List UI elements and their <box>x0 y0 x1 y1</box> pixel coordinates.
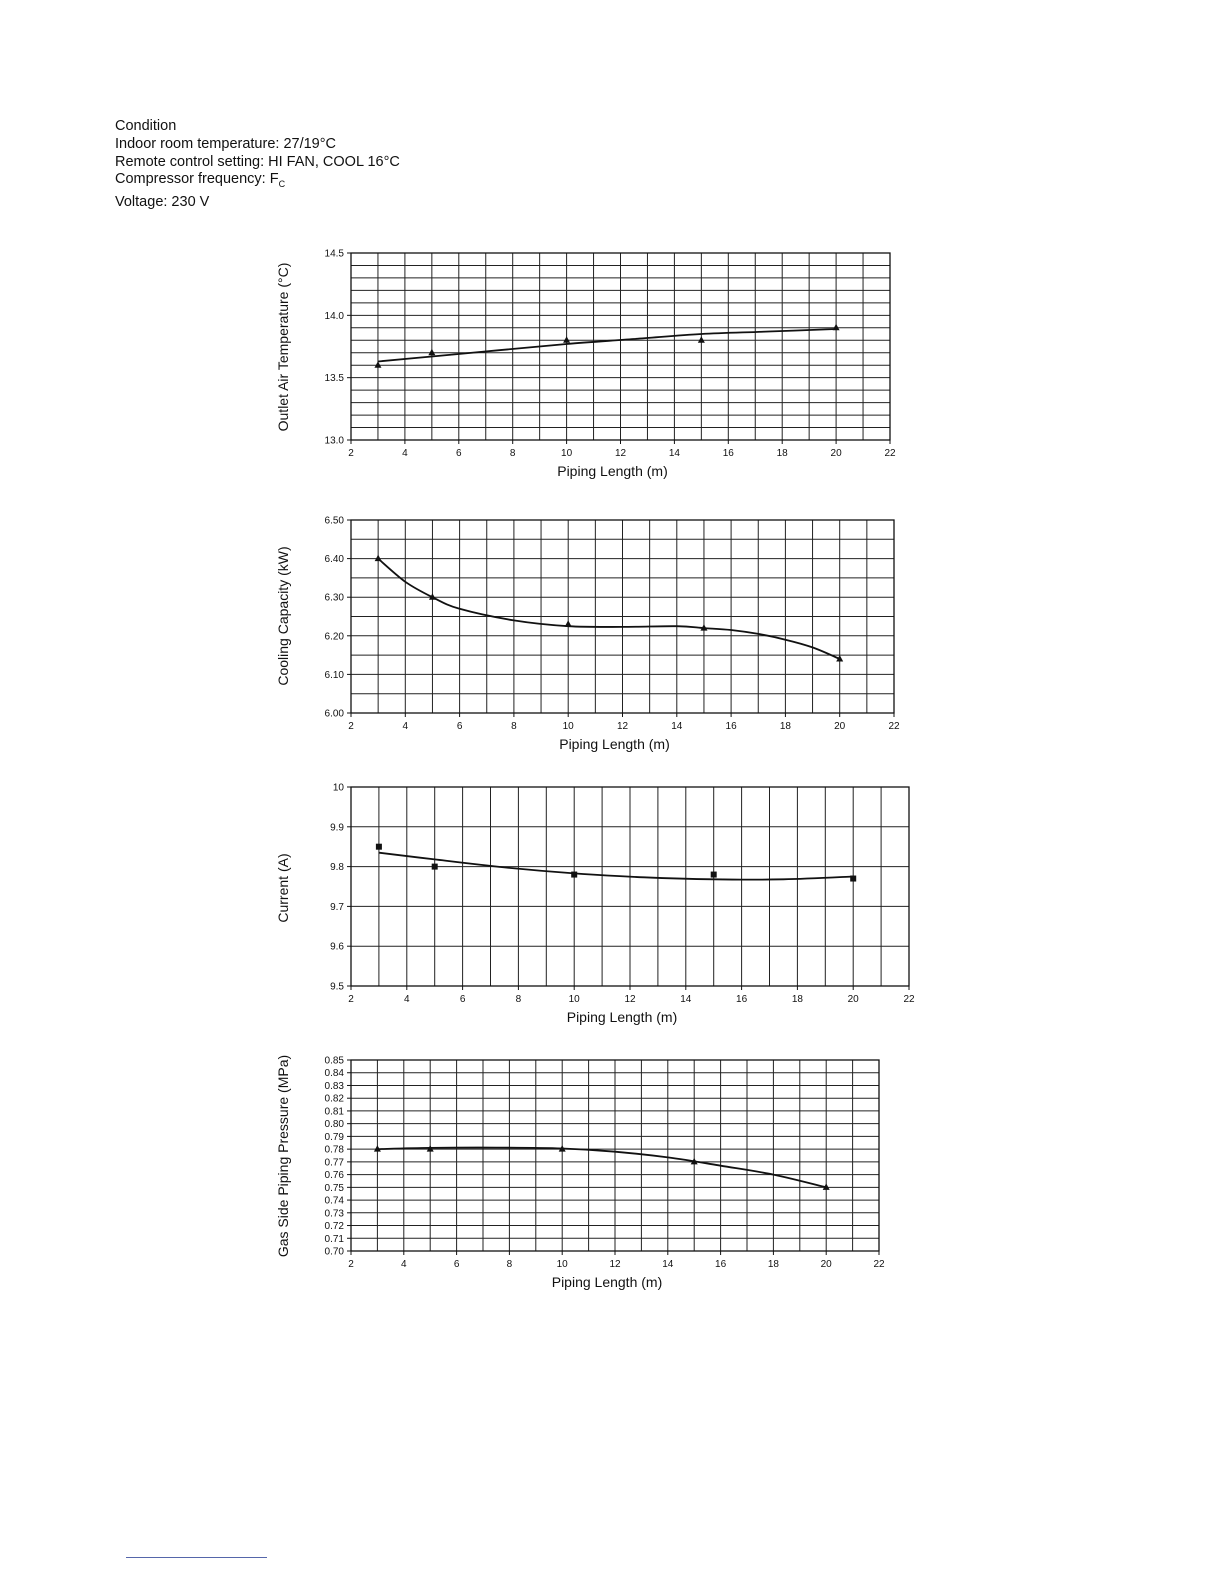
x-tick-label: 22 <box>873 1259 885 1270</box>
x-axis-label: Piping Length (m) <box>557 463 668 479</box>
y-axis-label: Gas Side Piping Pressure (MPa) <box>275 1054 291 1258</box>
y-tick-label: 0.77 <box>324 1157 344 1169</box>
data-point <box>565 620 572 627</box>
y-tick-label: 0.74 <box>324 1195 344 1207</box>
y-axis-label: Cooling Capacity (kW) <box>275 546 291 686</box>
conditions-heading: Condition <box>115 118 177 134</box>
x-tick-label: 2 <box>348 994 354 1005</box>
x-tick-label: 8 <box>515 994 522 1005</box>
trend-line <box>378 559 840 659</box>
x-tick-label: 22 <box>884 448 896 459</box>
x-tick-label: 4 <box>402 448 408 459</box>
y-tick-label: 9.9 <box>330 822 344 834</box>
y-tick-label: 0.84 <box>324 1068 344 1080</box>
x-tick-label: 2 <box>348 1259 354 1270</box>
x-tick-label: 12 <box>609 1259 621 1270</box>
x-tick-label: 4 <box>402 721 409 732</box>
x-tick-label: 18 <box>776 448 788 459</box>
x-tick-label: 6 <box>459 994 466 1005</box>
x-tick-label: 18 <box>767 1259 779 1270</box>
y-tick-label: 0.79 <box>324 1131 344 1143</box>
x-tick-label: 20 <box>847 994 859 1005</box>
x-tick-label: 8 <box>511 721 517 732</box>
x-tick-label: 2 <box>348 721 354 732</box>
chart-current <box>0 775 960 1035</box>
test-conditions <box>115 118 400 212</box>
y-tick-label: 14.5 <box>324 248 344 260</box>
data-point <box>698 336 705 343</box>
x-tick-label: 22 <box>888 721 900 732</box>
y-tick-label: 0.75 <box>324 1182 344 1194</box>
data-point <box>571 872 577 878</box>
data-point <box>711 872 717 878</box>
x-tick-label: 14 <box>671 721 683 732</box>
y-tick-label: 0.73 <box>324 1208 344 1220</box>
chart-gas-side-piping-pressure <box>0 1040 960 1305</box>
y-tick-label: 0.81 <box>324 1106 344 1118</box>
trend-line <box>377 1148 826 1188</box>
gridlines <box>351 1060 879 1251</box>
y-tick-label: 0.82 <box>324 1093 344 1105</box>
y-tick-label: 13.5 <box>324 373 344 385</box>
y-tick-label: 6.30 <box>324 592 344 604</box>
y-tick-label: 0.72 <box>324 1221 344 1233</box>
data-point <box>432 864 438 870</box>
y-axis-label: Current (A) <box>275 853 291 923</box>
x-tick-label: 16 <box>736 994 748 1005</box>
compressor-frequency-condition <box>115 171 400 194</box>
x-axis-label: Piping Length (m) <box>559 736 670 752</box>
x-tick-label: 22 <box>903 994 915 1005</box>
x-tick-label: 14 <box>680 994 692 1005</box>
x-tick-label: 20 <box>830 448 842 459</box>
data-point <box>374 361 381 368</box>
gridlines <box>351 253 890 440</box>
x-tick-label: 18 <box>791 994 803 1005</box>
compressor-frequency-subscript: C <box>278 179 286 190</box>
x-tick-label: 4 <box>404 994 410 1005</box>
compressor-frequency-text: Compressor frequency: F <box>115 171 279 188</box>
y-tick-label: 0.80 <box>324 1119 344 1131</box>
data-point <box>428 349 435 356</box>
x-tick-label: 16 <box>725 721 737 732</box>
y-tick-label: 6.40 <box>324 554 344 566</box>
voltage-condition: Voltage: 230 V <box>115 194 210 211</box>
x-tick-label: 2 <box>348 448 354 459</box>
gridlines <box>351 787 909 986</box>
trend-line <box>378 329 836 362</box>
x-tick-label: 16 <box>715 1259 727 1270</box>
data-point <box>850 876 856 882</box>
x-tick-label: 6 <box>453 1259 460 1270</box>
y-tick-label: 6.00 <box>324 708 344 720</box>
x-tick-label: 12 <box>624 994 636 1005</box>
y-tick-label: 0.76 <box>324 1170 344 1182</box>
y-tick-label: 0.70 <box>324 1246 344 1258</box>
data-point <box>375 555 382 562</box>
y-tick-label: 9.8 <box>330 862 344 874</box>
data-point <box>833 324 840 331</box>
chart-outlet-air-temperature <box>0 240 960 500</box>
x-tick-label: 12 <box>616 721 629 732</box>
x-tick-label: 8 <box>509 448 516 459</box>
x-tick-label: 18 <box>779 721 791 732</box>
x-tick-label: 4 <box>401 1259 407 1270</box>
x-tick-label: 10 <box>556 1259 568 1270</box>
y-tick-label: 0.83 <box>324 1080 344 1092</box>
y-tick-label: 9.6 <box>330 941 344 953</box>
data-point <box>563 336 570 343</box>
gridlines <box>351 520 894 713</box>
x-tick-label: 12 <box>614 448 627 459</box>
x-axis-label: Piping Length (m) <box>566 1009 678 1025</box>
x-tick-label: 16 <box>722 448 734 459</box>
data-point <box>376 844 382 850</box>
indoor-temperature-condition: Indoor room temperature: 27/19°C <box>115 135 336 152</box>
x-tick-label: 10 <box>568 994 580 1005</box>
x-tick-label: 8 <box>506 1259 513 1270</box>
x-tick-label: 20 <box>820 1259 832 1270</box>
y-tick-label: 10 <box>332 782 344 794</box>
x-tick-label: 14 <box>668 448 680 459</box>
chart-cooling-capacity <box>0 508 960 768</box>
y-tick-label: 0.71 <box>324 1233 344 1245</box>
y-tick-label: 6.50 <box>324 515 344 527</box>
y-axis-label: Outlet Air Temperature (°C) <box>275 262 291 432</box>
x-tick-label: 14 <box>662 1259 674 1270</box>
remote-setting-condition: Remote control setting: HI FAN, COOL 16°C <box>115 153 400 170</box>
x-tick-label: 6 <box>456 721 463 732</box>
x-tick-label: 10 <box>562 721 574 732</box>
x-tick-label: 10 <box>561 448 573 459</box>
y-tick-label: 0.78 <box>324 1144 344 1156</box>
y-tick-label: 0.85 <box>324 1055 344 1067</box>
x-tick-label: 20 <box>834 721 846 732</box>
y-tick-label: 13.0 <box>324 435 344 447</box>
y-tick-label: 9.7 <box>330 901 344 913</box>
y-tick-label: 9.5 <box>330 981 344 993</box>
x-tick-label: 6 <box>456 448 462 459</box>
x-axis-label: Piping Length (m) <box>551 1274 663 1290</box>
footer-rule <box>126 1557 267 1558</box>
y-tick-label: 14.0 <box>324 310 344 322</box>
y-tick-label: 6.20 <box>324 631 344 643</box>
y-tick-label: 6.10 <box>324 669 344 681</box>
